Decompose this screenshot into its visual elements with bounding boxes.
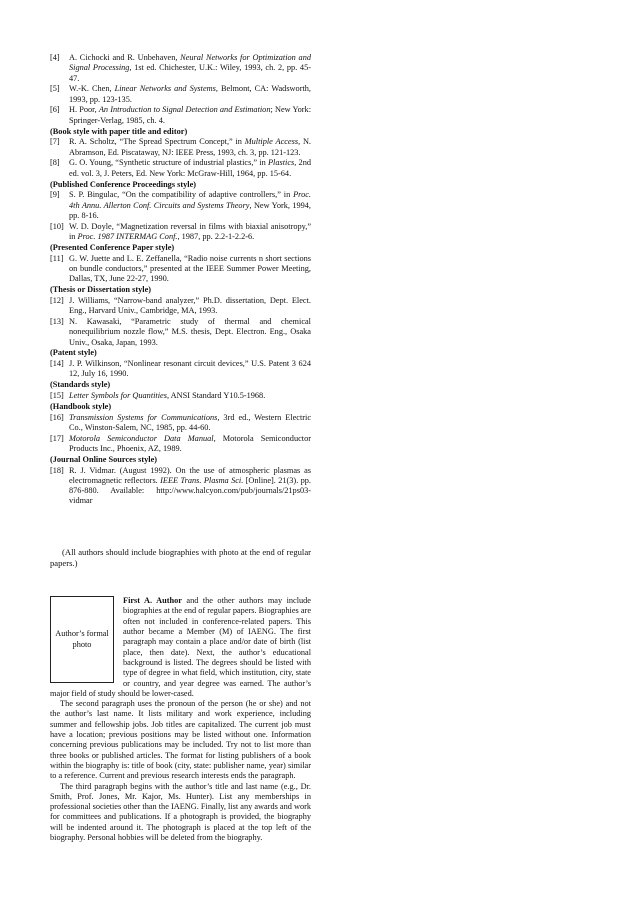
reference-post: , 2nd ed. vol. 3, J. Peters, Ed. New York: McGraw-Hill, 1964, pp. 15-64.: [69, 158, 311, 178]
reference-pre: G. O. Young, “Synthetic structure of industrial plastics,” in: [69, 158, 268, 168]
ref-group-b: [50, 137, 311, 179]
section-header-patent: (Patent style): [50, 348, 97, 358]
section-header-handbook: (Handbook style): [50, 401, 112, 411]
reference-number: [4]: [50, 53, 60, 62]
reference-pre: W. D. Doyle, “Magnetization reversal in films with biaxial anisotropy,” in: [69, 221, 311, 242]
ref-group-c: [50, 190, 311, 242]
section-header-standards: (Standards style): [50, 380, 111, 390]
reference-it: Linear Networks and Systems: [114, 84, 216, 94]
reference-text: [69, 105, 311, 126]
reference-post: , New York, 1994, pp. 8-16.: [69, 200, 311, 220]
biography-note: (All authors should include biographies with photo at the end of regular papers.): [50, 546, 311, 568]
reference-entry: [50, 254, 311, 285]
reference-pre: W.-K. Chen,: [69, 84, 115, 94]
reference-text: [69, 137, 311, 158]
reference-entry: [50, 84, 311, 105]
reference-pre: N. Kawasaki, “Parametric study of thermal and chemical nonequilibrium nozzle flow,” M.S. thesis, Dept. Electron. Eng., Osaka Univ., Osaka, Japan, 1993.: [69, 316, 311, 347]
reference-text: [69, 158, 311, 179]
reference-post: , 1987, pp. 2.2-1-2.2-6.: [177, 232, 255, 242]
reference-pre: J. Williams, “Narrow-band analyzer,” Ph.D. dissertation, Dept. Elect. Eng., Harvard Univ., Cambridge, MA, 1993.: [69, 295, 311, 316]
reference-post: , Belmont, CA: Wadsworth, 1993, pp. 123-135.: [69, 84, 311, 104]
references-column: [50, 53, 311, 843]
reference-text: [69, 391, 311, 401]
reference-pre: A. Cichocki and R. Unbehaven,: [69, 53, 181, 62]
reference-entry: [50, 222, 311, 243]
reference-entry: [50, 158, 311, 179]
reference-pre: R. A. Scholtz, “The Spread Spectrum Concept,” in: [69, 137, 245, 147]
reference-number: [11]: [50, 253, 64, 263]
reference-it: Multiple Access: [244, 137, 299, 147]
reference-text: [69, 190, 311, 221]
reference-it: Proc. 4th Annu. Allerton Conf. Circuits and Systems Theory: [69, 190, 311, 210]
reference-number: [12]: [50, 295, 64, 305]
author-biography: [50, 596, 311, 843]
reference-pre: S. P. Bingulac, “On the compatibility of adaptive controllers,” in: [69, 190, 294, 200]
reference-post: , N. Abramson, Ed. Piscataway, NJ: IEEE Press, 1993, ch. 3, pp. 121-123.: [69, 137, 312, 157]
reference-it: An Introduction to Signal Detection and Estimation: [98, 105, 271, 115]
reference-pre: R. J. Vidmar. (August 1992). On the use of atmospheric plasmas as electromagnetic reflectors.: [69, 465, 311, 485]
reference-text: [69, 84, 311, 105]
reference-post: , 1st ed. Chichester, U.K.: Wiley, 1993, ch. 2, pp. 45-47.: [69, 63, 311, 83]
reference-entry: [50, 296, 311, 317]
section-header-presented: (Presented Conference Paper style): [50, 242, 175, 252]
reference-it: Letter Symbols for Quantities: [69, 391, 167, 400]
reference-it: Motorola Semiconductor Data Manual,: [69, 433, 216, 443]
reference-number: [15]: [50, 391, 64, 400]
reference-it: IEEE Trans. Plasma Sci.: [160, 475, 244, 485]
section-header-thesis: (Thesis or Dissertation style): [50, 285, 152, 295]
reference-post: , ANSI Standard Y10.5-1968.: [166, 391, 266, 400]
reference-number: [17]: [50, 433, 64, 443]
reference-text: [69, 254, 311, 285]
reference-post: ; New York: Springer-Verlag, 1985, ch. 4.: [69, 105, 311, 125]
reference-pre: G. W. Juette and L. E. Zeffanella, “Radio noise currents n short sections on bundle conductors,” presented at the IEEE Summer Power Meeting, Dallas, TX, June 22-27, 1990.: [69, 253, 311, 284]
bio-paragraph-3: The third paragraph begins with the author’s title and last name (e.g., Dr. Smith, Prof. Jones, Mr. Kajor, Ms. Hunter). List any memberships in professional societies other than the IAENG. Finally, list any awards and work for committees and publications. If a photograph is provided, the biography will be indented around it. The photograph is placed at the top left of the biography. Personal hobbies will be deleted from the biography.: [50, 781, 311, 842]
reference-entry: [50, 137, 311, 158]
reference-entry: [50, 466, 311, 507]
reference-number: [6]: [50, 105, 60, 115]
section-header-book-paper: (Book style with paper title and editor): [50, 126, 188, 136]
reference-it: Plastics: [267, 158, 295, 168]
reference-text: [69, 466, 311, 507]
reference-entry: [50, 53, 311, 84]
section-header-online: (Journal Online Sources style): [50, 454, 158, 464]
reference-pre: J. P. Wilkinson, “Nonlinear resonant circuit devices,” U.S. Patent 3 624 12, July 16, 1990.: [69, 359, 311, 379]
ref-group-h: [50, 413, 311, 455]
reference-entry: [50, 359, 311, 380]
reference-entry: [50, 105, 311, 126]
reference-entry: [50, 391, 311, 401]
ref-group-d: [50, 254, 311, 285]
reference-it: Neural Networks for Optimization and Signal Processing: [69, 53, 311, 73]
author-name: First A. Author: [123, 596, 182, 606]
reference-text: [69, 434, 311, 455]
reference-text: [69, 296, 311, 317]
reference-text: [69, 359, 311, 380]
reference-entry: [50, 413, 311, 434]
reference-number: [8]: [50, 158, 60, 168]
reference-pre: H. Poor,: [69, 105, 99, 115]
bio-paragraph-2: The second paragraph uses the pronoun of the person (he or she) and not the author’s last name. It lists military and work experience, including summer and fellowship jobs. Job titles are capitalized. The current job must have a location; previous positions may be listed without one. Information concerning previous publications may be included. Try not to list more than three books or published articles. The format for listing publishers of a book within the biography is: title of book (city, state: publisher name, year) similar to a reference. Current and previous research interests ends the paragraph.: [50, 699, 311, 781]
reference-entry: [50, 317, 311, 348]
ref-group-e: [50, 296, 311, 348]
ref-group-a: [50, 53, 311, 126]
reference-text: [69, 53, 311, 84]
reference-it: Transmission Systems for Communications,: [69, 412, 220, 422]
reference-text: [69, 222, 311, 243]
reference-number: [18]: [50, 465, 64, 475]
reference-text: [69, 317, 311, 348]
reference-number: [7]: [50, 137, 60, 147]
reference-entry: [50, 190, 311, 221]
reference-number: [10]: [50, 221, 64, 231]
reference-text: [69, 413, 311, 434]
reference-number: [13]: [50, 316, 64, 326]
section-header-conference: (Published Conference Proceedings style): [50, 179, 197, 189]
ref-group-f: [50, 359, 311, 380]
ref-group-i: [50, 466, 311, 507]
reference-post: [Online]. 21(3). pp. 876-880. Available: http://www.halcyon.com/pub/journals/21ps03-vidmar: [69, 475, 312, 506]
reference-number: [14]: [50, 359, 64, 369]
reference-number: [9]: [50, 190, 60, 200]
reference-number: [5]: [50, 84, 60, 94]
reference-entry: [50, 434, 311, 455]
ref-group-g: [50, 391, 311, 401]
bio-paragraph-1-text: and the other authors may include biographies at the end of regular papers. Biographies are often not included in conference-related papers. This author became a Member (M) of IAENG. The first paragraph may contain a place and/or date of birth (list place, then date). Next, the author’s educational background is listed. The degrees should be listed with type of degree in what field, which institution, city, state or country, and year degree was earned. The author’s major field of study should be lower-cased.: [50, 596, 311, 698]
author-photo-placeholder: Author’s formal photo: [50, 596, 114, 683]
reference-post: 3rd ed., Western Electric Co., Winston-Salem, NC, 1985, pp. 44-60.: [69, 412, 311, 432]
reference-number: [16]: [50, 412, 64, 422]
reference-it: Proc. 1987 INTERMAG Conf.: [77, 232, 178, 242]
reference-post: Motorola Semiconductor Products Inc., Phoenix, AZ, 1989.: [69, 433, 311, 453]
